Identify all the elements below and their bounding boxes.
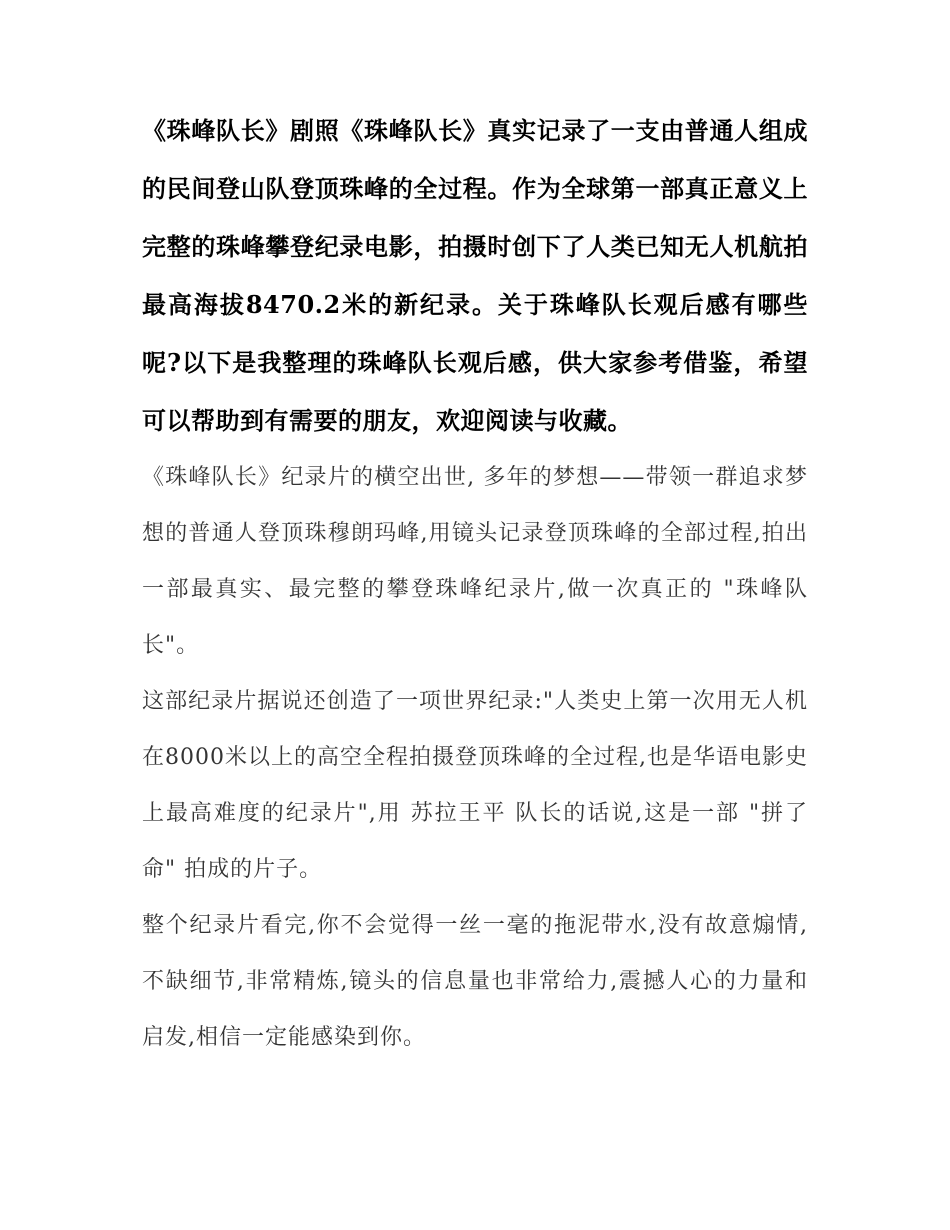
- intro-paragraph: 《珠峰队长》剧照《珠峰队长》真实记录了一支由普通人组成的民间登山队登顶珠峰的全过程。作为全球第一部真正意义上完整的珠峰攀登纪录电影，拍摄时创下了人类已知无人机航拍最高海拔8470.2米的新纪录。关于珠峰队长观后感有哪些呢?以下是我整理的珠峰队长观后感，供大家参考借鉴，希望可以帮助到有需要的朋友，欢迎阅读与收藏。: [142, 116, 808, 435]
- body-paragraph-2: 这部纪录片据说还创造了一项世界纪录:"人类史上第一次用无人机在8000米以上的高空全程拍摄登顶珠峰的全过程,也是华语电影史上最高难度的纪录片",用 苏拉王平 队长的话说,这是一部 "拼了命" 拍成的片子。: [142, 689, 808, 882]
- body-paragraph-3: 整个纪录片看完,你不会觉得一丝一毫的拖泥带水,没有故意煽情,不缺细节,非常精炼,镜头的信息量也非常给力,震撼人心的力量和启发,相信一定能感染到你。: [142, 913, 808, 1050]
- body-paragraph-1: 《珠峰队长》纪录片的横空出世, 多年的梦想——带领一群追求梦想的普通人登顶珠穆朗玛峰,用镜头记录登顶珠峰的全部过程,拍出一部最真实、最完整的攀登珠峰纪录片,做一次真正的 "珠峰队长"。: [142, 465, 808, 658]
